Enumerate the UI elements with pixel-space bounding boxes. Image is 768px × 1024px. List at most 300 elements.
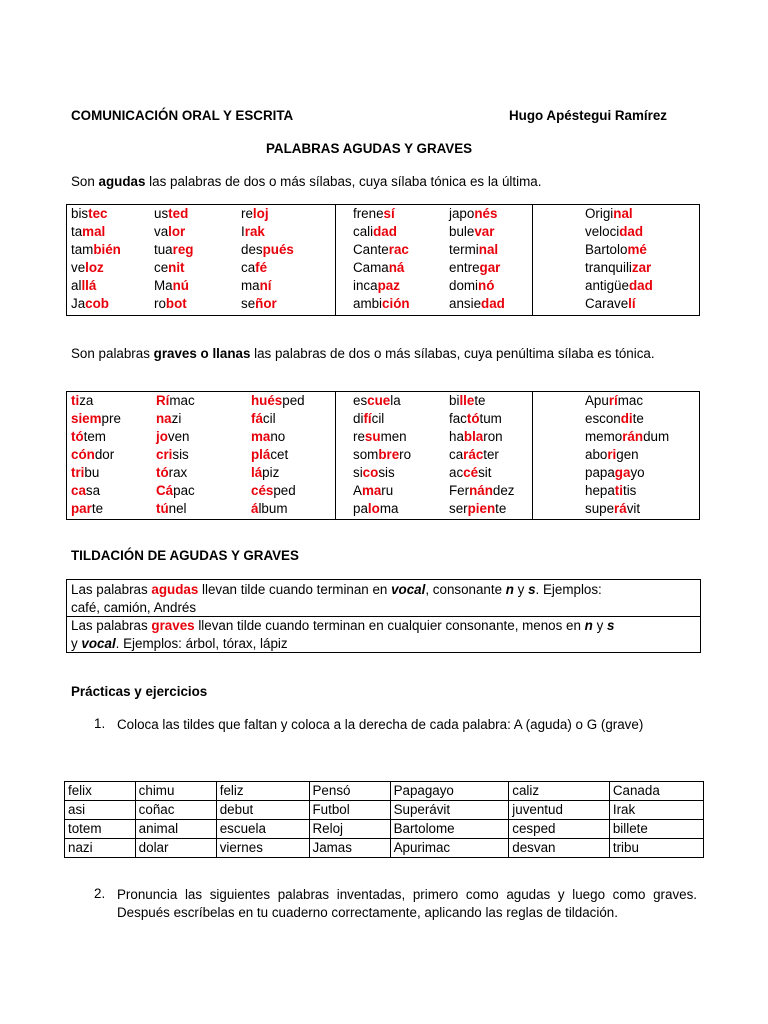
syllable: bi xyxy=(449,393,460,408)
word xyxy=(449,464,515,482)
syllable: inca xyxy=(353,278,378,293)
tonic-syllable: rac xyxy=(388,242,409,257)
tonic-syllable: reg xyxy=(172,242,194,257)
syllable: termi xyxy=(449,242,479,257)
syllable: lbum xyxy=(258,501,288,516)
table-cell: viernes xyxy=(216,839,309,858)
table-cell: Papagayo xyxy=(390,782,509,801)
syllable: yo xyxy=(630,465,645,480)
graves-cell-2 xyxy=(336,392,533,520)
word xyxy=(449,392,515,410)
tonic-syllable: ti xyxy=(71,393,80,408)
table-cell: juventud xyxy=(509,801,610,820)
tonic-syllable: dad xyxy=(373,224,397,239)
agudas-column xyxy=(241,205,294,313)
word xyxy=(71,410,121,428)
syllable: va xyxy=(154,224,169,239)
tonic-syllable: pués xyxy=(262,242,294,257)
syllable: rax xyxy=(168,465,188,480)
syllable: bis xyxy=(71,206,89,221)
tonic-syllable: sí xyxy=(383,206,395,221)
graves-column xyxy=(71,392,121,518)
table-cell: Reloj xyxy=(309,820,390,839)
tonic-syllable: bién xyxy=(93,242,121,257)
graves-column xyxy=(251,392,305,518)
syllable: cil xyxy=(371,411,385,426)
syllable: antigüe xyxy=(585,278,629,293)
tonic-syllable: ná xyxy=(388,260,405,275)
tonic-syllable: bla xyxy=(463,429,484,444)
table-row xyxy=(65,801,704,820)
syllable: bu xyxy=(84,465,100,480)
syllable: entre xyxy=(449,260,480,275)
rule-graves-n: n xyxy=(584,618,593,633)
agudas-definition xyxy=(71,174,541,189)
tonic-syllable: hués xyxy=(251,393,283,408)
tonic-syllable: pien xyxy=(467,501,496,516)
rule-graves-line2-pre: y xyxy=(71,636,82,651)
table-cell: chimu xyxy=(135,782,216,801)
word xyxy=(154,295,193,313)
agudas-column xyxy=(71,205,121,313)
syllable: Bartolo xyxy=(585,242,628,257)
syllable: ambi xyxy=(353,296,383,311)
word xyxy=(449,500,515,518)
syllable: mac xyxy=(169,393,195,408)
word xyxy=(449,295,505,313)
syllable: supe xyxy=(585,501,615,516)
syllable: tum xyxy=(479,411,502,426)
syllable: Fer xyxy=(449,483,470,498)
syllable: veloci xyxy=(585,224,620,239)
syllable: I xyxy=(241,224,245,239)
word xyxy=(71,205,121,223)
tonic-syllable: co xyxy=(362,465,379,480)
word xyxy=(585,223,653,241)
table-cell: Superávit xyxy=(390,801,509,820)
syllable: vit xyxy=(626,501,641,516)
agudas-column xyxy=(449,205,505,313)
tonic-syllable: fí xyxy=(363,411,372,426)
word xyxy=(154,259,193,277)
tonic-syllable: tó xyxy=(466,411,480,426)
word xyxy=(156,500,195,518)
tonic-syllable: llá xyxy=(81,278,97,293)
tonic-syllable: tó xyxy=(156,465,169,480)
tonic-syllable: nó xyxy=(478,278,495,293)
syllable: cali xyxy=(353,224,374,239)
syllable: za xyxy=(79,393,94,408)
table-cell: animal xyxy=(135,820,216,839)
tonic-syllable: bre xyxy=(378,447,400,462)
tonic-syllable: cés xyxy=(251,483,274,498)
tonic-syllable: zar xyxy=(631,260,652,275)
syllable: te xyxy=(91,501,104,516)
syllable: sis xyxy=(172,447,189,462)
tonic-syllable: ní xyxy=(259,278,272,293)
syllable: se xyxy=(241,296,256,311)
syllable: ca xyxy=(241,260,256,275)
course-title: COMUNICACIÓN ORAL Y ESCRITA xyxy=(71,108,294,123)
syllable: bule xyxy=(449,224,475,239)
syllable: di xyxy=(353,411,364,426)
syllable: Cante xyxy=(353,242,389,257)
tonic-syllable: tri xyxy=(71,465,85,480)
tonic-syllable: mé xyxy=(627,242,647,257)
word xyxy=(585,205,653,223)
syllable: al xyxy=(71,278,82,293)
rules-box xyxy=(66,579,701,653)
word xyxy=(585,464,669,482)
syllable: Carave xyxy=(585,296,629,311)
word xyxy=(585,482,669,500)
tonic-syllable: rak xyxy=(244,224,265,239)
ex2-number: 2. xyxy=(94,886,106,901)
rule-agudas-vocal: vocal xyxy=(391,582,426,597)
word xyxy=(449,410,515,428)
syllable: ha xyxy=(449,429,464,444)
page-title: PALABRAS AGUDAS Y GRAVES xyxy=(266,141,473,156)
syllable: Cama xyxy=(353,260,389,275)
tonic-syllable: nés xyxy=(474,206,498,221)
table-cell: Bartolome xyxy=(390,820,509,839)
graves-column xyxy=(156,392,195,518)
tonic-syllable: nán xyxy=(469,483,493,498)
table-cell: caliz xyxy=(509,782,610,801)
syllable: Origi xyxy=(585,206,614,221)
tonic-syllable: ri xyxy=(607,447,617,462)
author-name: Hugo Apéstegui Ramírez xyxy=(509,108,667,123)
word xyxy=(585,277,653,295)
ex2-instructions: Pronuncia las siguientes palabras inventadas, primero como agudas y luego como graves. Después escríbelas en tu cuaderno correctamente, aplicando las reglas de tildación. xyxy=(117,887,697,920)
syllable: ron xyxy=(483,429,503,444)
tonic-syllable: loz xyxy=(85,260,104,275)
syllable: sa xyxy=(85,483,101,498)
syllable: ven xyxy=(167,429,190,444)
rule-graves-term: graves xyxy=(151,618,195,633)
tonic-syllable: ti xyxy=(614,483,623,498)
graves-cell-3 xyxy=(533,392,700,520)
graves-cell-1 xyxy=(67,392,336,520)
rule-graves-vocal: vocal xyxy=(81,636,116,651)
word xyxy=(71,500,121,518)
syllable: memo xyxy=(585,429,623,444)
tonic-syllable: na xyxy=(156,411,172,426)
word xyxy=(449,223,505,241)
word xyxy=(154,277,193,295)
table-cell: debut xyxy=(216,801,309,820)
word xyxy=(353,482,411,500)
syllable: des xyxy=(241,242,263,257)
table-cell: tribu xyxy=(609,839,703,858)
word xyxy=(353,392,411,410)
tonic-syllable: tú xyxy=(156,501,169,516)
tonic-syllable: su xyxy=(364,429,381,444)
word xyxy=(449,482,515,500)
syllable: dor xyxy=(94,447,115,462)
syllable: Ja xyxy=(71,296,86,311)
word xyxy=(251,464,305,482)
table-cell: coñac xyxy=(135,801,216,820)
syllable: ca xyxy=(449,447,464,462)
syllable: escon xyxy=(585,411,621,426)
syllable: abo xyxy=(585,447,608,462)
table-cell: totem xyxy=(65,820,136,839)
syllable: ped xyxy=(273,483,296,498)
word xyxy=(241,259,294,277)
tonic-syllable: tó xyxy=(71,429,84,444)
word xyxy=(449,277,505,295)
tonic-syllable: ma xyxy=(251,429,271,444)
table-cell: Canada xyxy=(609,782,703,801)
word xyxy=(585,392,669,410)
tonic-syllable: cue xyxy=(367,393,391,408)
word xyxy=(449,446,515,464)
word xyxy=(241,277,294,295)
word xyxy=(585,241,653,259)
tonic-syllable: di xyxy=(620,411,633,426)
table-cell: Pensó xyxy=(309,782,390,801)
syllable: frene xyxy=(353,206,384,221)
word xyxy=(156,392,195,410)
syllable: re xyxy=(241,206,253,221)
tonic-syllable: lo xyxy=(367,501,380,516)
word xyxy=(353,428,411,446)
word xyxy=(71,482,121,500)
syllable: men xyxy=(380,429,407,444)
word xyxy=(251,500,305,518)
word xyxy=(154,241,193,259)
syllable: ped xyxy=(282,393,305,408)
word xyxy=(241,295,294,313)
tonic-syllable: ga xyxy=(614,465,631,480)
syllable: ta xyxy=(71,224,83,239)
syllable: papa xyxy=(585,465,615,480)
table-cell: cesped xyxy=(509,820,610,839)
syllable: te xyxy=(495,501,507,516)
tonic-syllable: cri xyxy=(156,447,173,462)
rule-graves-p1: Las palabras xyxy=(71,618,152,633)
rule-agudas-s: s xyxy=(528,582,536,597)
syllable: pa xyxy=(353,501,368,516)
rule-agudas-p3: , consonante xyxy=(425,582,506,597)
tonic-syllable: nit xyxy=(168,260,185,275)
word xyxy=(585,446,669,464)
word xyxy=(353,464,411,482)
word xyxy=(156,482,195,500)
word xyxy=(71,241,121,259)
syllable: cil xyxy=(262,411,276,426)
word xyxy=(449,428,515,446)
table-cell: Futbol xyxy=(309,801,390,820)
rule-agudas-p4: . Ejemplos: xyxy=(535,582,602,597)
tonic-syllable: loj xyxy=(252,206,269,221)
table-row xyxy=(65,782,704,801)
tonic-syllable: bot xyxy=(165,296,187,311)
agudas-column xyxy=(353,205,410,313)
syllable: ro xyxy=(399,447,412,462)
tonic-syllable: nal xyxy=(478,242,499,257)
word xyxy=(353,446,411,464)
syllable: tis xyxy=(622,483,637,498)
word xyxy=(71,464,121,482)
tonic-syllable: Cá xyxy=(156,483,174,498)
agudas-cell-1 xyxy=(67,205,336,316)
word xyxy=(449,205,505,223)
syllable: pac xyxy=(173,483,195,498)
word xyxy=(449,259,505,277)
graves-def-post: las palabras de dos o más sílabas, cuya penúltima sílaba es tónica. xyxy=(250,346,655,361)
syllable: ve xyxy=(71,260,86,275)
word xyxy=(585,295,653,313)
tonic-syllable: fá xyxy=(251,411,263,426)
agudas-cell-2 xyxy=(336,205,533,316)
word xyxy=(449,241,505,259)
agudas-column xyxy=(154,205,193,313)
word xyxy=(71,428,121,446)
word xyxy=(156,446,195,464)
tonic-syllable: lá xyxy=(251,465,263,480)
tonic-syllable: lor xyxy=(168,224,186,239)
table-cell: desvan xyxy=(509,839,610,858)
table-cell: Irak xyxy=(609,801,703,820)
table-cell: asi xyxy=(65,801,136,820)
syllable: tem xyxy=(83,429,106,444)
word xyxy=(353,223,410,241)
rule-agudas-examples: café, camión, Andrés xyxy=(71,600,197,615)
syllable: re xyxy=(353,429,365,444)
syllable: pre xyxy=(101,411,121,426)
tonic-syllable: dad xyxy=(619,224,644,239)
word xyxy=(353,410,411,428)
table-cell: Jamas xyxy=(309,839,390,858)
exercise-table xyxy=(64,781,704,858)
syllable: Apu xyxy=(585,393,609,408)
tonic-syllable: rác xyxy=(463,447,484,462)
syllable: sis xyxy=(378,465,395,480)
table-cell: felix xyxy=(65,782,136,801)
syllable: ru xyxy=(381,483,394,498)
word xyxy=(353,277,410,295)
tonic-syllable: gar xyxy=(479,260,501,275)
word xyxy=(251,482,305,500)
tonic-syllable: cé xyxy=(463,465,479,480)
syllable: dez xyxy=(492,483,515,498)
syllable: sit xyxy=(478,465,492,480)
practicas-heading: Prácticas y ejercicios xyxy=(71,684,208,699)
tonic-syllable: rán xyxy=(622,429,644,444)
syllable: zi xyxy=(171,411,182,426)
word xyxy=(585,259,653,277)
tonic-syllable: ñor xyxy=(255,296,277,311)
word xyxy=(154,223,193,241)
word xyxy=(71,295,121,313)
word xyxy=(251,446,305,464)
ex1-instructions: Coloca las tildes que faltan y coloca a la derecha de cada palabra: A (aguda) o G (grave) xyxy=(117,717,644,732)
tildacion-heading: TILDACIÓN DE AGUDAS Y GRAVES xyxy=(71,548,299,563)
table-cell: dolar xyxy=(135,839,216,858)
graves-column xyxy=(449,392,515,518)
table-cell: Apurimac xyxy=(390,839,509,858)
rule-graves-s: s xyxy=(607,618,615,633)
word xyxy=(585,410,669,428)
word xyxy=(585,428,669,446)
word xyxy=(156,428,195,446)
syllable: tua xyxy=(154,242,173,257)
word xyxy=(353,295,410,313)
word xyxy=(251,392,305,410)
table-cell: billete xyxy=(609,820,703,839)
syllable: Ma xyxy=(154,278,173,293)
table-row xyxy=(65,820,704,839)
tonic-syllable: tec xyxy=(88,206,108,221)
rule-agudas-y: y xyxy=(513,582,529,597)
rule-graves-examples: . Ejemplos: árbol, tórax, lápiz xyxy=(115,636,288,651)
word xyxy=(71,446,121,464)
tonic-syllable: ma xyxy=(361,483,382,498)
word xyxy=(353,500,411,518)
syllable: ansie xyxy=(449,296,482,311)
agudas-def-pre: Son xyxy=(71,174,99,189)
tonic-syllable: dad xyxy=(481,296,505,311)
tonic-syllable: ted xyxy=(168,206,189,221)
syllable: gen xyxy=(616,447,639,462)
word xyxy=(154,205,193,223)
graves-def-pre: Son palabras xyxy=(71,346,154,361)
tonic-syllable: fé xyxy=(255,260,268,275)
graves-table xyxy=(66,391,700,520)
syllable: cet xyxy=(270,447,289,462)
syllable: la xyxy=(390,393,401,408)
word xyxy=(251,428,305,446)
tonic-syllable: cón xyxy=(71,447,95,462)
table-cell: nazi xyxy=(65,839,136,858)
agudas-column xyxy=(585,205,653,313)
rule-graves xyxy=(71,617,695,653)
tonic-syllable: plá xyxy=(251,447,271,462)
tonic-syllable: siem xyxy=(71,411,102,426)
syllable: dum xyxy=(643,429,670,444)
syllable: ma xyxy=(241,278,260,293)
syllable: piz xyxy=(262,465,280,480)
syllable: us xyxy=(154,206,169,221)
syllable: ro xyxy=(154,296,166,311)
tonic-syllable: rá xyxy=(614,501,627,516)
graves-definition xyxy=(71,345,697,363)
syllable: mac xyxy=(617,393,644,408)
syllable: es xyxy=(353,393,368,408)
tonic-syllable: nú xyxy=(172,278,189,293)
rule-agudas-n: n xyxy=(505,582,514,597)
agudas-def-post: las palabras de dos o más sílabas, cuya sílaba tónica es la última. xyxy=(145,174,542,189)
syllable: nel xyxy=(168,501,187,516)
syllable: ac xyxy=(449,465,464,480)
word xyxy=(71,277,121,295)
table-cell: feliz xyxy=(216,782,309,801)
agudas-table xyxy=(66,204,700,316)
graves-column xyxy=(353,392,411,518)
tonic-syllable: nal xyxy=(613,206,633,221)
word xyxy=(353,259,410,277)
word xyxy=(353,205,410,223)
syllable: hepa xyxy=(585,483,615,498)
syllable: tam xyxy=(71,242,94,257)
rule-agudas-p2: llevan tilde cuando terminan en xyxy=(198,582,392,597)
rule-graves-p2: llevan tilde cuando terminan en cualquier consonante, menos en xyxy=(194,618,585,633)
table-cell: escuela xyxy=(216,820,309,839)
tonic-syllable: cob xyxy=(85,296,109,311)
syllable: no xyxy=(270,429,286,444)
